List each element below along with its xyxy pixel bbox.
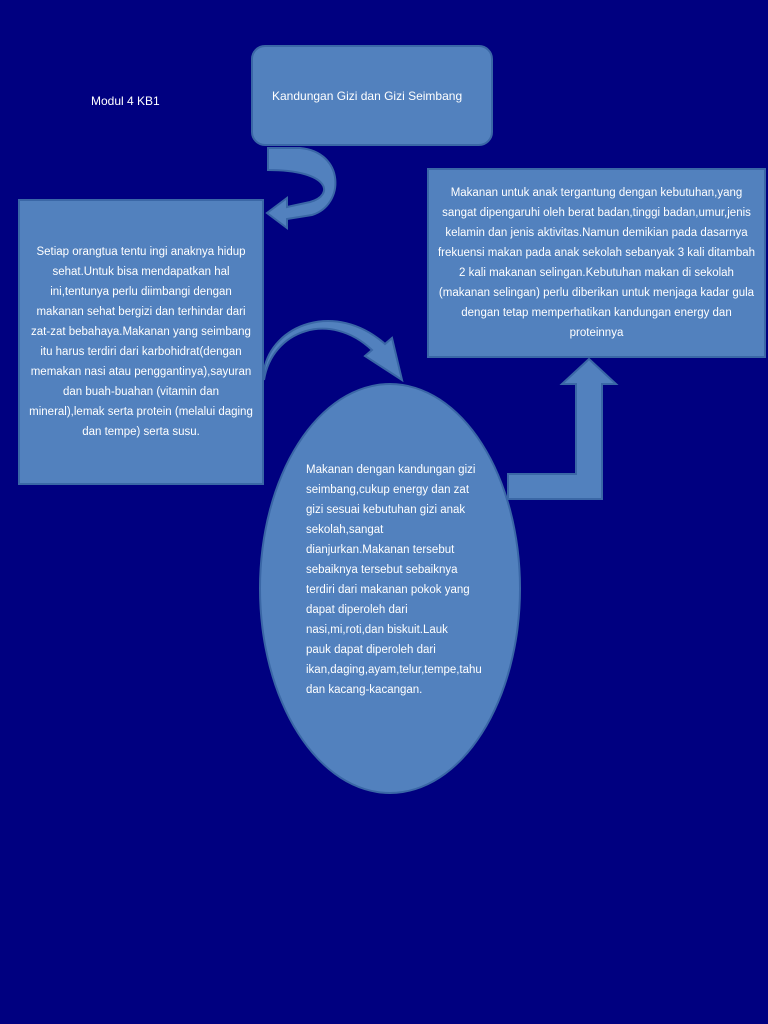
- right-text-box: [427, 168, 766, 358]
- right-box-text: Makanan untuk anak tergantung dengan kebutuhan,yang sangat dipengaruhi oleh berat badan,tinggi badan,umur,jenis kelamin dan jenis aktivitas.Namun demikian pada dasarnya frekuensi makan pada anak sekolah sebanyak 3 kali ditambah 2 kali makanan selingan.Kebutuhan makan di sekolah (makanan selingan) perlu diberikan untuk menjaga kadar gula dengan tetap memperhatikan kandungan energy dan proteinnya: [437, 187, 756, 339]
- left-box-text: Setiap orangtua tentu ingi anaknya hidup sehat.Untuk bisa mendapatkan hal ini,tentunya perlu diimbangi dengan makanan sehat bergizi dan terhindar dari zat-zat bebahaya.Makanan yang seimbang itu harus terdiri dari karbohidrat(dengan memakan nasi atau penggantinya),sayuran dan buah-buahan (vitamin dan mineral),lemak serta protein (melalui daging dan tempe) serta susu.: [29, 246, 253, 438]
- elbow-arrow-ellipse-to-right: [508, 359, 616, 499]
- curved-arrow-title-to-left: [267, 148, 335, 228]
- module-label: Modul 4 KB1: [91, 94, 160, 108]
- ellipse-text: Makanan dengan kandungan gizi seimbang,cukup energy dan zat gizi sesuai kebutuhan gizi anak sekolah,sangat dianjurkan.Makanan tersebut sebaiknya tersebut sebaiknya terdiri dari makanan pokok yang dapat diperoleh dari nasi,mi,roti,dan biskuit.Lauk pauk dapat diperoleh dari ikan,daging,ayam,telur,tempe,tahu dan kacang-kacangan.: [306, 464, 482, 696]
- left-text-box: [18, 199, 264, 485]
- title-text: Kandungan Gizi dan Gizi Seimbang: [272, 88, 463, 103]
- curved-arrow-left-to-ellipse: [264, 321, 402, 380]
